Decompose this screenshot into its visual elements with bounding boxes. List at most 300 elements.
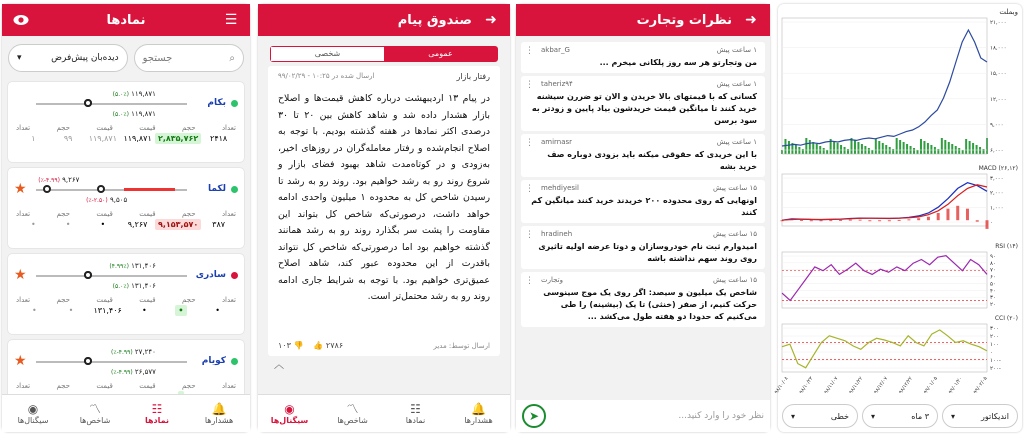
- volume-bar: [816, 144, 818, 154]
- histogram-bar: [859, 220, 862, 221]
- list-icon: ☷: [151, 402, 163, 416]
- y-tick-label: ۶,۰۰۰: [990, 148, 1004, 154]
- eye-icon[interactable]: [12, 11, 30, 29]
- rsi-label: RSI (۱۴): [995, 243, 1018, 250]
- y-tick-label: ۱۰۰: [990, 342, 999, 348]
- nav-label: سیگنال‌ها: [270, 416, 309, 425]
- comment-text: شاخص یک میلیون و سیصد: اگر روی یک موج سینوسی حرکت کنیم، از صفر (خنثی) تا یک (بیشینه) را طی می‌کنیم که حدودا دو هفته طول می‌کشد ...: [543, 288, 757, 321]
- x-tick-label: ۹۸/۱۲/۲۲: [897, 375, 915, 396]
- range-low-value: ۱۱۹,۸۷۱: [131, 110, 156, 118]
- volume-bar: [857, 142, 859, 154]
- range-high-pct: (۴.۹۹-٪): [111, 349, 133, 356]
- column-header: تعداد: [16, 210, 31, 218]
- volume-bar: [805, 138, 807, 154]
- comment-text: اونهایی که روی محدوده ۲۰۰ خریدند خرید کنند میانگین کم کنند: [531, 196, 757, 217]
- nav-indices[interactable]: [321, 395, 384, 432]
- period-select[interactable]: [862, 404, 938, 428]
- symbol-name: کویام: [201, 356, 226, 366]
- status-dot: [231, 358, 238, 365]
- range-high: [113, 90, 156, 98]
- column-header: قیمت: [96, 382, 113, 390]
- value-cell: [85, 134, 120, 143]
- range-high: [109, 262, 156, 270]
- range-high: [111, 348, 156, 356]
- y-tick-label: ۰: [990, 220, 993, 226]
- nav-label: سیگنال‌ها: [17, 416, 49, 425]
- x-tick-label: ۹۹/۰۱/۲۰: [947, 375, 964, 396]
- column-headers: [14, 120, 238, 134]
- volume-bar: [784, 139, 786, 154]
- histogram-bar: [829, 220, 832, 221]
- range-low: [113, 110, 156, 118]
- thumbs-down-icon: 👎: [293, 341, 304, 350]
- y-tick-label: ۱,۰۰۰: [990, 205, 1004, 212]
- watchlist-selected-value: دیده‌بان پیش‌فرض: [51, 53, 119, 63]
- volume-bar: [788, 141, 790, 154]
- y-tick-label: ۸۰: [990, 260, 996, 267]
- cell-value: ۱۱۹,۸۷۱: [123, 134, 152, 143]
- range-high-pct: (۴.۹۹٪): [109, 263, 129, 270]
- status-dot: [231, 272, 238, 279]
- nav-symbols[interactable]: [126, 395, 188, 432]
- volume-bar: [812, 142, 814, 154]
- bell-icon: 🔔: [211, 402, 227, 416]
- y-tick-label: ۹,۰۰۰: [990, 122, 1004, 129]
- column-header: قیمت: [139, 124, 156, 132]
- period-label: ۳ ماه: [911, 411, 929, 421]
- comment-time: ۱۵ ساعت پیش: [712, 184, 757, 192]
- nav-indices[interactable]: [64, 395, 126, 432]
- histogram-bar: [907, 219, 910, 220]
- histogram-bar: [976, 220, 979, 221]
- value-cell: [120, 220, 155, 229]
- comment-card[interactable]: [521, 42, 765, 73]
- value-cell: [155, 134, 201, 143]
- panel-frame: [782, 18, 987, 154]
- histogram-bar: [937, 213, 940, 220]
- y-tick-label: ۲۰۰-: [990, 366, 1001, 372]
- cell-value: ۲۴۱۸: [210, 134, 228, 143]
- column-header: تعداد: [221, 296, 236, 304]
- column-headers: [14, 206, 238, 220]
- value-cell: [201, 134, 236, 143]
- histogram-bar: [927, 217, 930, 220]
- panel-frame: [782, 252, 987, 308]
- comment-input-bar: [516, 400, 770, 432]
- nav-alerts[interactable]: [188, 395, 250, 432]
- volume-bar: [969, 141, 971, 154]
- chart-type-select[interactable]: [782, 404, 858, 428]
- column-header: تعداد: [221, 382, 236, 390]
- symbol-list: [2, 82, 250, 420]
- column-header: حجم: [182, 382, 196, 390]
- chart-screen: [773, 4, 1022, 432]
- column-header: حجم: [182, 210, 196, 218]
- comment-text: من وتجارتو هر سه روز پلکانی میخرم ...: [599, 58, 757, 67]
- comment-card[interactable]: [521, 76, 765, 131]
- y-tick-label: ۲۰۰: [990, 334, 999, 340]
- status-dot: [231, 100, 238, 107]
- send-button[interactable]: ➤: [522, 404, 546, 428]
- more-options-icon[interactable]: ⋮: [525, 184, 534, 194]
- histogram-bar: [898, 220, 901, 221]
- comment-time: ۱ ساعت پیش: [716, 46, 757, 54]
- x-tick-label: ۹۸/۱۱/۰۷: [823, 375, 840, 396]
- value-cell: [201, 220, 236, 229]
- column-headers: [14, 292, 238, 306]
- chart-type-label: خطی: [830, 411, 849, 421]
- range-low: [111, 368, 156, 376]
- chart-icon: 〽: [346, 402, 359, 416]
- comment-user: hradineh: [541, 230, 573, 238]
- value-cell: [16, 134, 51, 143]
- column-header: قیمت: [139, 210, 156, 218]
- volume-bar: [861, 144, 863, 154]
- comment-card[interactable]: [521, 180, 765, 223]
- comment-user: amirnasr: [541, 138, 573, 146]
- volume-bar: [833, 141, 835, 154]
- range-low-value: ۲۶,۵۷۷: [134, 368, 156, 376]
- like-button[interactable]: [313, 341, 343, 350]
- column-header: حجم: [56, 210, 71, 218]
- cell-value: ۱۱۹,۸۷۱: [88, 134, 118, 143]
- range-low-pct: (۴.۹۹-٪): [111, 369, 133, 376]
- volume-bar: [948, 142, 950, 154]
- histogram-bar: [986, 220, 989, 229]
- range-low-pct: (۵.۰٪): [112, 283, 129, 290]
- range-high-value: ۱۱۹,۸۷۱: [131, 90, 156, 98]
- y-tick-label: ۰: [990, 350, 993, 356]
- volume-bar: [906, 144, 908, 154]
- more-options-icon[interactable]: ⋮: [525, 46, 534, 56]
- comment-list: [516, 36, 770, 327]
- more-options-icon[interactable]: ⋮: [525, 276, 534, 286]
- volume-bar: [958, 148, 960, 154]
- back-arrow-icon[interactable]: ➜: [745, 12, 757, 28]
- column-header: حجم: [182, 296, 196, 304]
- comment-text: با این خریدی که حقوقی میکنه باید بزودی دوباره صف خرید بشه: [547, 150, 757, 171]
- symbol-values: [14, 306, 238, 315]
- nav-label: نمادها: [144, 416, 170, 425]
- value-cell: [51, 220, 86, 229]
- signal-icon: ◉: [284, 402, 295, 416]
- chevron-down-icon: ▾: [951, 411, 956, 421]
- volume-bar: [854, 140, 856, 154]
- symbol-name: سادری: [195, 270, 226, 280]
- chart-icon: 〽: [89, 402, 102, 416]
- histogram-bar: [868, 220, 871, 221]
- status-dot: [231, 186, 238, 193]
- column-header: تعداد: [16, 296, 31, 304]
- comment-user: mehdiyesil: [541, 184, 579, 192]
- comment-time: ۱ ساعت پیش: [716, 80, 757, 88]
- comment-user: taheriz۹۴: [541, 80, 573, 88]
- x-tick-label: ۹۸/۱۰/۲۳: [798, 375, 815, 396]
- symbol-values: [14, 134, 238, 143]
- indicator-select[interactable]: [942, 404, 1018, 428]
- bottom-nav: [258, 394, 510, 432]
- x-tick-label: ۹۹/۰۲/۰۵: [972, 375, 989, 396]
- thumbs-up-icon: 👍: [313, 341, 324, 350]
- signal-icon: ◉: [27, 402, 39, 416]
- value-cell: [199, 306, 236, 315]
- price-range: [32, 86, 191, 120]
- column-header: حجم: [56, 296, 71, 304]
- bottom-nav: [2, 394, 250, 432]
- column-header: قیمت: [139, 296, 156, 304]
- comment-input[interactable]: نظر خود را وارد کنید...: [678, 411, 764, 421]
- panel-frame: [782, 324, 987, 372]
- symbol-values: [14, 220, 238, 229]
- volume-bar: [899, 140, 901, 154]
- price-range: [32, 344, 191, 378]
- nav-label: هشدارها: [464, 416, 493, 425]
- y-tick-label: ۲۰: [990, 302, 996, 308]
- bell-icon: 🔔: [471, 402, 486, 416]
- histogram-bar: [888, 220, 891, 221]
- y-tick-label: ۴۰: [990, 288, 996, 295]
- histogram-bar: [839, 220, 842, 221]
- histogram-bar: [946, 209, 949, 221]
- chart-symbol: وبملت: [999, 8, 1018, 16]
- column-headers: [14, 378, 238, 392]
- search-placeholder: جستجو: [142, 52, 173, 64]
- volume-bar: [941, 138, 943, 154]
- like-count: ۲۷۸۶: [325, 341, 344, 350]
- cell-value: ۹۹: [63, 134, 73, 143]
- symbol-card[interactable]: [8, 82, 244, 162]
- y-tick-label: ۱۵,۰۰۰: [990, 71, 1007, 78]
- y-tick-label: ۱۰۰-: [990, 358, 1001, 364]
- histogram-bar: [956, 206, 959, 220]
- volume-bar: [889, 147, 891, 154]
- range-low-value: ۱۳۱,۴۰۶: [131, 282, 156, 290]
- value-cell: [155, 220, 201, 229]
- range-low: [86, 196, 127, 204]
- nav-label: نمادها: [405, 416, 426, 425]
- volume-bar: [875, 139, 877, 154]
- comment-time: ۱۵ ساعت پیش: [712, 230, 757, 238]
- range-high-pct: (۴.۹۹-٪): [38, 177, 60, 184]
- chevron-down-icon: ▾: [871, 411, 876, 421]
- page-title: نظرات وتجارت: [636, 12, 732, 28]
- value-cell: [16, 306, 53, 315]
- range-low-pct: (۲.۵۰-٪): [86, 197, 108, 204]
- star-icon[interactable]: ★: [14, 181, 27, 197]
- volume-bar: [913, 148, 915, 154]
- back-arrow-icon[interactable]: ➜: [485, 12, 497, 28]
- volume-bar: [944, 140, 946, 154]
- volume-bar: [795, 145, 797, 154]
- histogram-bar: [966, 209, 969, 221]
- cell-value: ۳۸۷: [212, 220, 226, 229]
- volume-bar: [840, 145, 842, 154]
- comment-text: امیدوارم ثبت نام خودروسازان و دوتا عرضه اولیه تاثیری روی روند سهم نداشته باشه: [538, 242, 757, 263]
- cell-value: •: [100, 220, 106, 229]
- chevron-down-icon: ▾: [17, 53, 22, 63]
- column-header: حجم: [182, 124, 196, 132]
- page-title: صندوق پیام: [397, 12, 472, 28]
- column-header: قیمت: [96, 210, 113, 218]
- y-tick-label: ۵۰: [990, 281, 996, 288]
- x-tick-label: ۹۸/۱۲/۰۷: [873, 375, 890, 396]
- cell-value: •: [65, 220, 71, 229]
- cell-value: •: [175, 305, 186, 316]
- star-icon[interactable]: ★: [14, 267, 27, 283]
- price-range: [32, 258, 191, 292]
- dislike-button[interactable]: [278, 341, 303, 350]
- y-tick-label: ۲,۰۰۰: [990, 190, 1004, 197]
- search-icon: ⌕: [229, 52, 235, 64]
- comments-screen: [516, 4, 770, 432]
- more-options-icon[interactable]: ⋮: [525, 230, 534, 240]
- message-sender: ارسال توسط: مدیر: [433, 341, 490, 350]
- column-header: تعداد: [221, 124, 236, 132]
- volume-bar: [923, 141, 925, 154]
- menu-icon[interactable]: ☰: [224, 12, 238, 28]
- series-line: [782, 330, 987, 368]
- nav-label: شاخص‌ها: [337, 416, 368, 425]
- chart-controls: [782, 404, 1018, 428]
- comment-user: akbar_G: [541, 46, 570, 54]
- inbox-topbar: [258, 4, 510, 36]
- range-high-value: ۲۷,۲۴۰: [134, 348, 156, 356]
- volume-bar: [868, 148, 870, 154]
- volume-bar: [826, 150, 828, 154]
- page-title: نمادها: [106, 12, 146, 28]
- comments-topbar: [516, 4, 770, 36]
- symbol-name: لکما: [207, 184, 226, 194]
- comment-user: وتجارت: [541, 276, 563, 284]
- value-cell: [126, 306, 163, 315]
- volume-bar: [927, 143, 929, 154]
- volume-bar: [809, 140, 811, 154]
- cell-value: •: [31, 306, 37, 315]
- cell-value: ۹,۲۶۷: [127, 220, 148, 229]
- volume-bar: [844, 147, 846, 154]
- volume-bar: [896, 138, 898, 154]
- volume-bar: [979, 147, 981, 154]
- tab-private[interactable]: شخصی: [271, 47, 384, 61]
- histogram-bar: [849, 220, 852, 221]
- volume-bar: [837, 143, 839, 154]
- range-high-value: ۱۳۱,۴۰۶: [131, 262, 156, 270]
- nav-signals[interactable]: [2, 395, 64, 432]
- star-icon[interactable]: ★: [14, 353, 27, 369]
- y-tick-label: ۹۰: [990, 254, 996, 260]
- volume-bar: [871, 150, 873, 154]
- volume-bar: [976, 145, 978, 154]
- column-header: حجم: [56, 124, 71, 132]
- y-tick-label: ۳۰: [990, 295, 996, 302]
- more-options-icon[interactable]: ⋮: [525, 138, 534, 148]
- column-header: حجم: [56, 382, 71, 390]
- cell-value: ۱۳۱,۴۰۶: [93, 306, 122, 315]
- volume-bar: [965, 139, 967, 154]
- y-tick-label: ۳,۰۰۰: [990, 176, 1004, 182]
- volume-bar: [903, 142, 905, 154]
- comment-card[interactable]: [521, 226, 765, 269]
- value-cell: [85, 220, 120, 229]
- nav-signals[interactable]: [258, 395, 321, 432]
- volume-bar: [962, 150, 964, 154]
- cell-value: •: [141, 306, 147, 315]
- y-tick-label: ۱۲,۰۰۰: [990, 96, 1007, 103]
- comment-time: ۱۵ ساعت پیش: [712, 276, 757, 284]
- symbol-card[interactable]: [8, 168, 244, 248]
- y-tick-label: ۲۱,۰۰۰: [990, 20, 1007, 26]
- symbols-topbar: [2, 4, 250, 36]
- inbox-tabs: [270, 46, 498, 62]
- y-tick-label: ۷۰: [990, 267, 996, 274]
- search-input[interactable]: [134, 44, 244, 72]
- volume-bar: [917, 150, 919, 154]
- column-header: تعداد: [221, 210, 236, 218]
- comment-card[interactable]: [521, 272, 765, 327]
- cell-value: •: [31, 220, 36, 229]
- nav-symbols[interactable]: [384, 395, 447, 432]
- x-tick-label: ۹۹/۰۱/۰۵: [922, 375, 939, 396]
- nav-alerts[interactable]: [447, 395, 510, 432]
- tab-public[interactable]: عمومی: [384, 47, 497, 61]
- comment-card[interactable]: [521, 134, 765, 177]
- volume-bar: [930, 145, 932, 154]
- symbols-screen: [2, 4, 250, 432]
- histogram-bar: [878, 220, 881, 221]
- value-cell: [53, 306, 90, 315]
- range-low-value: ۹,۵۰۵: [109, 196, 128, 204]
- message-body: در پیام ۱۳ اردیبهشت درباره کاهش قیمت‌ها و اصلاح بازار هشدار داده شد و شاهد کاهش بین ۲۰ تا ۳۰ درصدی اکثر نمادها در هفته گذشته بودیم. با توجه به اصلاح انجام‌شده و رفتار معامله‌گران در روزهای اخیر، بەزودی و در کوتاه‌مدت شاهد بهبود فضای بازار و شروع روند رو به رشد خواهیم بود. روند رو به رشد تا رسیدن شاخص کل به محدوده ۱ میلیون واحدی ادامه خواهد داشت، درصورتی‌که شاخص کل بتواند این مقاومت را پشت سر بگذارد روند رو به رشد همانند گذشته خواهیم بود اما درصورتی‌که شاخص کل نتواند باقدرت از این محدوده عبور کند، شاهد اصلاح عمیق‌تری خواهیم بود. با توجه به شرایط جاری ادامه روند رو به رشد محتمل‌تر است.: [278, 93, 491, 302]
- dislike-count: ۱۰۳: [278, 341, 291, 350]
- column-header: قیمت: [139, 382, 156, 390]
- cci-label: CCI (۲۰): [994, 315, 1018, 322]
- column-header: قیمت: [96, 296, 113, 304]
- chevron-up-icon[interactable]: ︿: [274, 360, 284, 371]
- value-cell: [89, 306, 126, 315]
- x-tick-label: ۹۸/۱۰/۰۸: [773, 375, 790, 396]
- more-options-icon[interactable]: ⋮: [525, 80, 534, 90]
- volume-bar: [972, 143, 974, 154]
- symbol-card[interactable]: [8, 254, 244, 334]
- x-tick-label: ۹۸/۱۱/۲۲: [848, 375, 865, 396]
- watchlist-select[interactable]: [8, 44, 128, 72]
- column-header: تعداد: [16, 124, 31, 132]
- series-line: [782, 256, 987, 301]
- histogram-bar: [810, 220, 813, 221]
- inbox-screen: [258, 4, 510, 432]
- range-low-pct: (۵.۰٪): [112, 111, 129, 118]
- column-header: قیمت: [96, 124, 113, 132]
- volume-bar: [934, 147, 936, 154]
- value-cell: [16, 220, 51, 229]
- volume-bar: [885, 145, 887, 154]
- range-low: [113, 282, 156, 290]
- indicator-label: اندیکاتور: [981, 411, 1009, 421]
- message-card[interactable]: [268, 66, 500, 356]
- range-high-pct: (۵.۰٪): [112, 91, 129, 98]
- y-tick-label: ۶۰: [990, 274, 996, 281]
- range-high-value: ۹,۲۶۷: [62, 176, 80, 184]
- nav-label: هشدارها: [204, 416, 234, 425]
- technical-chart[interactable]: [773, 4, 1022, 400]
- value-cell: [51, 134, 86, 143]
- cell-value: •: [68, 306, 74, 315]
- symbol-name: بکام: [207, 98, 226, 108]
- cell-value: ۲,۸۳۵,۷۶۲: [155, 133, 201, 144]
- histogram-bar: [800, 220, 803, 221]
- price-range: [32, 172, 191, 206]
- comment-time: ۱ ساعت پیش: [716, 138, 757, 146]
